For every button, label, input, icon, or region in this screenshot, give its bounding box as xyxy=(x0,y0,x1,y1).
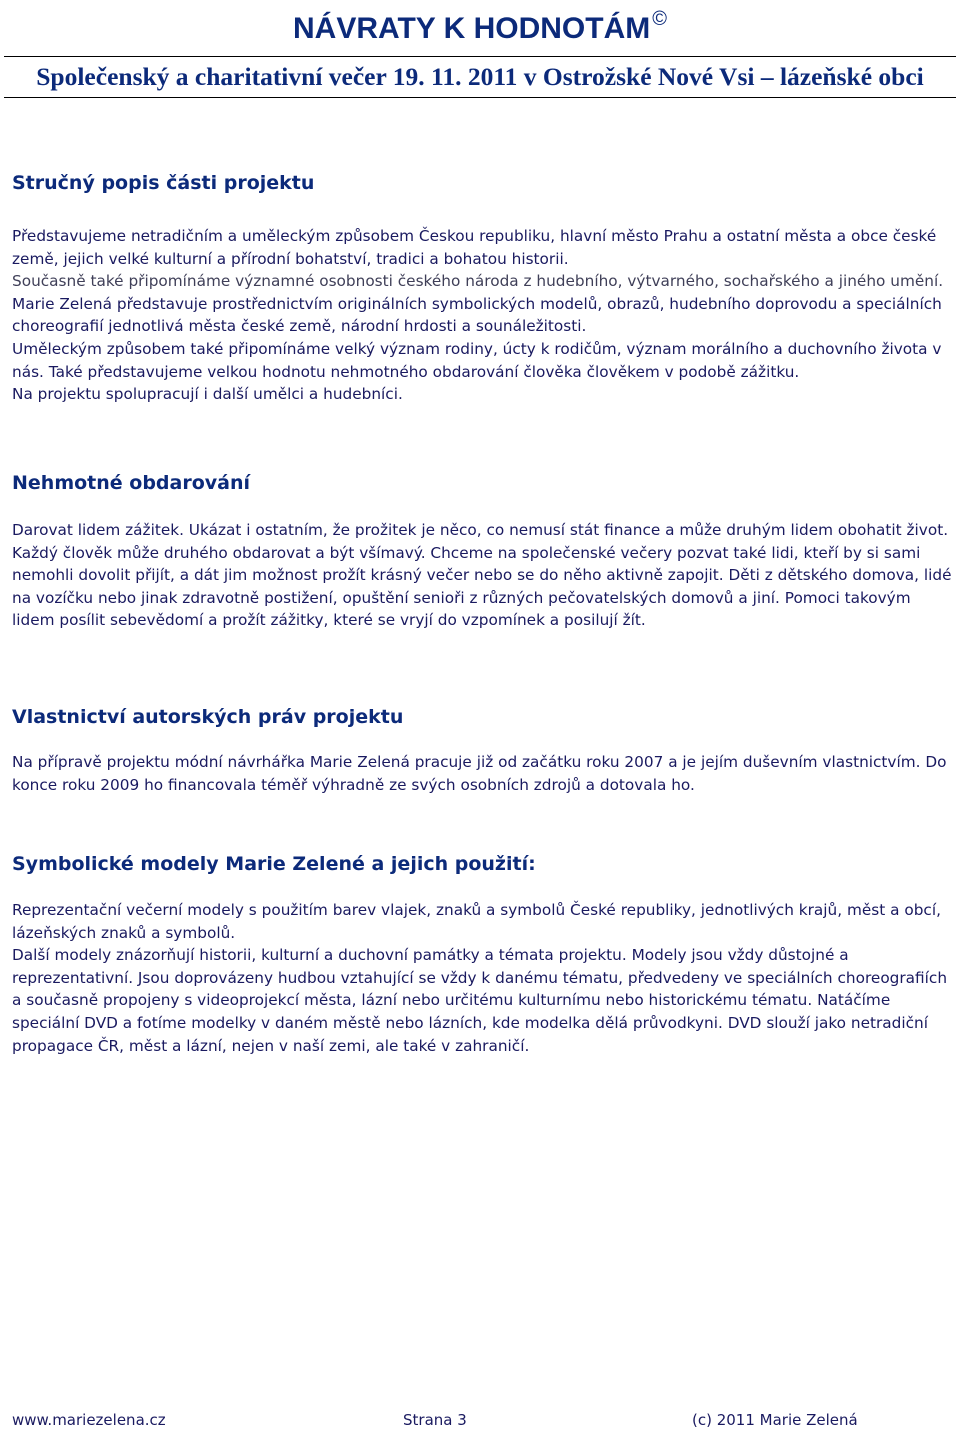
paragraph: Představujeme netradičním a uměleckým způsobem Českou republiku, hlavní město Prahu a ostatní města a obce české země, jejich velké kulturní a přírodní bohatství, tradici a bohatou historii. xyxy=(12,227,937,268)
paragraph: Darovat lidem zážitek. Ukázat i ostatním, že prožitek je něco, co nemusí stát finance a může druhým lidem obohatit život. Každý člověk může druhého obdarovat a být všímavý. Chceme na společenské večery pozvat také lidi, kteří by si sami nemohli dovolit přijít, a dát jim možnost prožít krásný večer nebo se do něho aktivně zapojit. Děti z dětského domova, lidé na vozíčku nebo jinak zdravotně postižení, opuštění senioři z různých pečovatelských domovů a jiní. Pomoci takovým lidem posílit sebevědomí a prožít zážitky, které se vryjí do vzpomínek a posilují žít. xyxy=(12,521,952,630)
paragraph: Uměleckým způsobem také připomínáme velký význam rodiny, úcty k rodičům, význam morálního a duchovního života v nás. Také představujeme velkou hodnotu nehmotného obdarování člověka člověkem v podobě zážitku. xyxy=(12,339,942,381)
section-body-copyright xyxy=(12,751,952,796)
paragraph: Reprezentační večerní modely s použitím barev vlajek, znaků a symbolů České republiky, jednotlivých krajů, měst a obcí, lázeňských znaků a symbolů. xyxy=(12,901,941,942)
paragraph: Další modely znázorňují historii, kulturní a duchovní památky a témata projektu. Modely jsou vždy důstojné a reprezentativní. Jsou doprovázeny hudbou vztahující se vždy k danému tématu, předvedeny ve speciálních choreografiích a současně propojeny s videoprojekcí města, lázní nebo určitému kulturnímu nebo historickému tématu. Natáčíme speciální DVD a fotíme modelky v daném městě nebo lázních, kde modelka dělá průvodkyni. DVD slouží jako netradiční propagace ČR, měst a lázní, nejen v naší zemi, ale také v zahraničí. xyxy=(12,946,948,1055)
title-text: NÁVRATY K HODNOTÁM xyxy=(293,12,651,45)
footer-page-number: Strana 3 xyxy=(403,1411,467,1429)
event-subtitle: Společenský a charitativní večer 19. 11. 2011 v Ostrožské Nové Vsi – lázeňské obci xyxy=(4,56,956,98)
footer-copyright: (c) 2011 Marie Zelená xyxy=(692,1411,858,1429)
section-body-symbolic-models xyxy=(12,899,952,1057)
paragraph: Na projektu spolupracují i další umělci a hudebníci. xyxy=(12,385,403,404)
footer-website: www.mariezelena.cz xyxy=(12,1411,166,1429)
section-heading-copyright: Vlastnictví autorských práv projektu xyxy=(12,706,404,728)
page-footer xyxy=(0,1410,960,1432)
section-heading-intangible-gift: Nehmotné obdarování xyxy=(12,472,251,494)
page-title xyxy=(0,2,960,48)
section-body-intangible-gift xyxy=(12,519,952,632)
section-body-project-description xyxy=(12,225,952,406)
paragraph: Současně také připomínáme významné osobnosti českého národa z hudebního, výtvarného, sochařského a jiného umění. xyxy=(12,272,944,291)
section-heading-project-description: Stručný popis části projektu xyxy=(12,172,315,194)
paragraph: Marie Zelená představuje prostřednictvím originálních symbolických modelů, obrazů, hudebního doprovodu a speciálních choreografií jednotlivá města české země, národní hrdosti a sounáležitosti. xyxy=(12,294,942,336)
paragraph: Na přípravě projektu módní návrhářka Marie Zelená pracuje již od začátku roku 2007 a je jejím duševním vlastnictvím. Do konce roku 2009 ho financovala téměř výhradně ze svých osobních zdrojů a dotovala ho. xyxy=(12,753,947,794)
copyright-symbol: © xyxy=(652,8,667,30)
section-heading-symbolic-models: Symbolické modely Marie Zelené a jejich použití: xyxy=(12,853,536,875)
